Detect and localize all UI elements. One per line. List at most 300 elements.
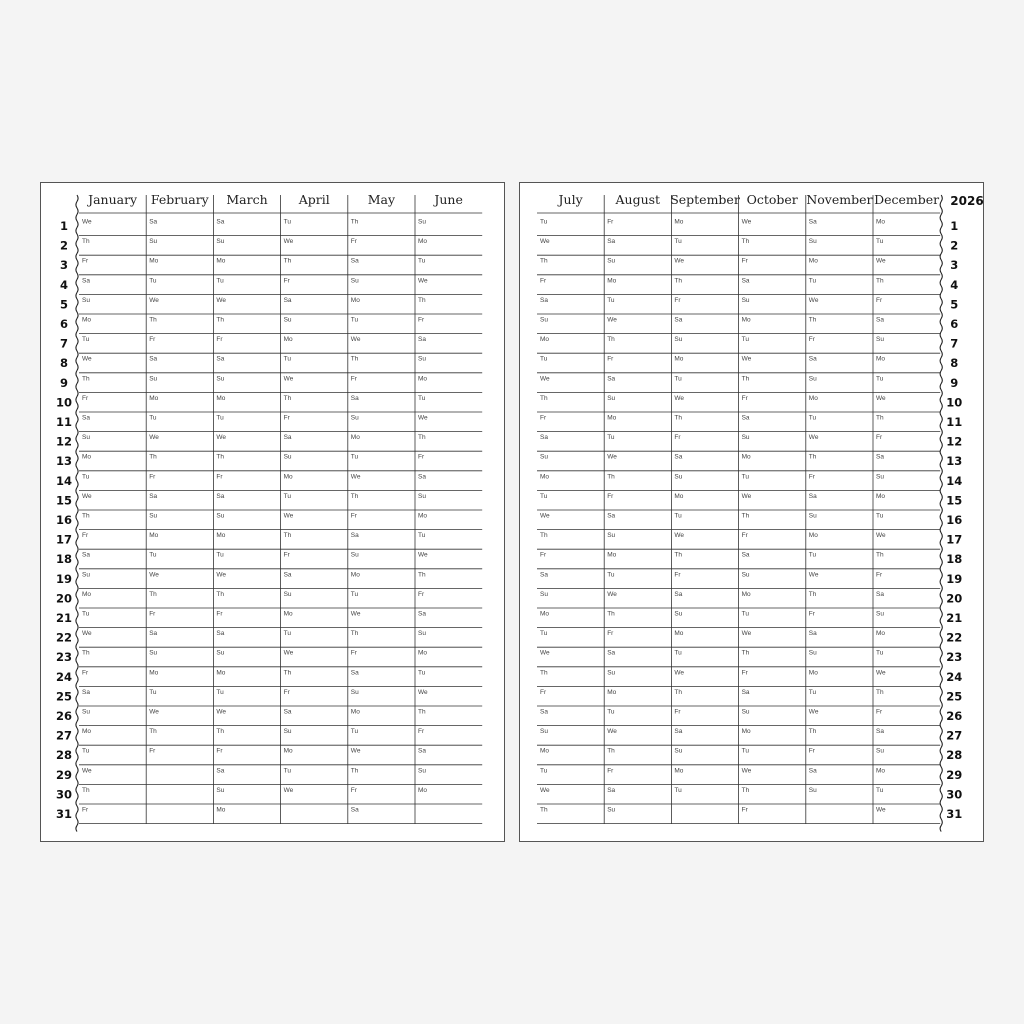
weekday-cell: Sa	[607, 649, 616, 657]
weekday-cell: Mo	[876, 630, 886, 638]
weekday-cell: Tu	[876, 375, 884, 383]
day-number-26: 26	[55, 709, 73, 723]
day-number-15: 15	[55, 493, 73, 508]
weekday-cell: Su	[82, 434, 90, 442]
weekday-cell: Su	[808, 238, 817, 246]
weekday-cell: Su	[808, 786, 817, 794]
weekday-cell: Sa	[149, 355, 158, 363]
weekday-cell: Sa	[216, 767, 225, 775]
weekday-cell: We	[741, 767, 752, 775]
day-number-23: 23	[946, 650, 963, 665]
weekday-cell: Mo	[283, 336, 293, 344]
weekday-cell: Tu	[876, 649, 884, 657]
weekday-cell: Th	[607, 336, 615, 344]
weekday-cell: Tu	[876, 786, 884, 794]
day-number-3: 3	[59, 258, 69, 273]
weekday-cell: We	[540, 786, 550, 794]
weekday-cell: Th	[216, 590, 224, 598]
weekday-cell: We	[216, 708, 227, 716]
day-number-6: 6	[59, 317, 69, 331]
weekday-cell: Mo	[418, 238, 428, 246]
weekday-cell: Th	[149, 453, 157, 461]
weekday-cell: Mo	[674, 218, 684, 226]
weekday-cell: Sa	[82, 551, 90, 559]
weekday-cell: Su	[674, 747, 683, 755]
weekday-cell: We	[418, 414, 428, 422]
weekday-cell: Mo	[741, 453, 751, 461]
weekday-cell: Tu	[674, 375, 682, 383]
weekday-cell: We	[149, 296, 159, 304]
day-number-17: 17	[946, 532, 963, 547]
weekday-cell: Th	[216, 728, 224, 736]
weekday-cell: Fr	[149, 336, 156, 344]
weekday-cell: Th	[418, 708, 426, 716]
weekday-cell: Su	[350, 688, 359, 696]
weekday-cell: We	[216, 434, 227, 442]
weekday-cell: Tu	[607, 571, 615, 579]
weekday-cell: We	[540, 238, 550, 246]
weekday-cell: We	[674, 394, 685, 402]
weekday-cell: We	[876, 669, 886, 677]
weekday-cell: Su	[741, 708, 750, 716]
day-number-22: 22	[55, 630, 73, 645]
weekday-cell: Tu	[216, 277, 224, 285]
weekday-cell: Sa	[808, 630, 817, 638]
day-number-31: 31	[55, 807, 73, 821]
weekday-cell: Tu	[674, 512, 682, 520]
weekday-cell: Th	[283, 257, 292, 265]
weekday-cell: Su	[149, 238, 158, 246]
weekday-cell: Sa	[540, 434, 548, 442]
weekday-cell: Tu	[418, 394, 426, 402]
weekday-cell: We	[876, 806, 886, 814]
weekday-cell: Th	[540, 394, 548, 402]
weekday-cell: Fr	[418, 453, 425, 461]
day-number-14: 14	[55, 473, 73, 488]
weekday-cell: Fr	[674, 296, 681, 304]
weekday-cell: Su	[216, 649, 225, 657]
weekday-cell: Fr	[418, 728, 425, 736]
wavy-spine-line	[940, 195, 942, 832]
weekday-cell: Th	[741, 512, 750, 520]
weekday-cell: Tu	[82, 336, 90, 344]
weekday-cell: Th	[216, 316, 224, 324]
weekday-cell: Tu	[607, 708, 615, 716]
weekday-cell: Sa	[149, 630, 158, 638]
weekday-cell: Fr	[216, 473, 223, 481]
day-number-23: 23	[55, 650, 73, 665]
weekday-cell: Su	[149, 649, 158, 657]
day-number-19: 19	[946, 571, 963, 586]
weekday-cell: Mo	[216, 806, 226, 814]
weekday-cell: We	[741, 218, 752, 226]
weekday-cell: Su	[149, 512, 158, 520]
weekday-cell: Sa	[418, 473, 426, 481]
weekday-cell: Su	[82, 296, 90, 304]
weekday-cell: We	[350, 610, 361, 618]
weekday-cell: Sa	[418, 747, 426, 755]
weekday-cell: We	[283, 786, 294, 794]
weekday-cell: Th	[82, 512, 90, 520]
day-number-11: 11	[946, 415, 963, 429]
weekday-cell: Mo	[350, 434, 360, 442]
weekday-cell: Th	[283, 532, 292, 540]
weekday-cell: Su	[741, 434, 750, 442]
day-number-18: 18	[55, 552, 73, 567]
year-label: 2026	[950, 194, 984, 208]
day-number-18: 18	[946, 552, 963, 567]
weekday-cell: Th	[540, 806, 548, 814]
weekday-cell: Tu	[283, 492, 291, 500]
weekday-cell: Mo	[540, 473, 550, 481]
weekday-cell: We	[216, 571, 227, 579]
weekday-cell: Sa	[82, 414, 90, 422]
weekday-cell: We	[418, 277, 428, 285]
weekday-cell: Sa	[674, 590, 683, 598]
weekday-cell: Su	[876, 336, 884, 344]
weekday-cell: Mo	[82, 590, 92, 598]
weekday-cell: Th	[82, 786, 90, 794]
day-number-20: 20	[55, 591, 73, 606]
weekday-cell: Sa	[216, 355, 225, 363]
weekday-cell: We	[607, 316, 617, 324]
weekday-cell: We	[418, 551, 428, 559]
weekday-cell: Tu	[540, 767, 548, 775]
weekday-cell: Mo	[741, 590, 751, 598]
month-header-july: July	[558, 192, 583, 207]
weekday-cell: We	[82, 767, 92, 775]
weekday-cell: Su	[607, 806, 616, 814]
day-number-9: 9	[950, 375, 959, 390]
month-header-november: November	[806, 192, 873, 207]
weekday-cell: Fr	[607, 218, 614, 226]
weekday-cell: Fr	[876, 296, 883, 304]
weekday-cell: We	[149, 434, 159, 442]
weekday-cell: Su	[876, 473, 884, 481]
weekday-cell: Tu	[82, 610, 90, 618]
weekday-cell: Fr	[808, 747, 815, 755]
weekday-cell: Sa	[216, 218, 225, 226]
day-number-19: 19	[55, 571, 73, 586]
weekday-cell: Fr	[741, 394, 748, 402]
weekday-cell: We	[540, 375, 550, 383]
weekday-cell: Sa	[82, 688, 90, 696]
weekday-cell: Su	[418, 492, 426, 500]
weekday-cell: Mo	[674, 492, 684, 500]
weekday-cell: Sa	[741, 414, 750, 422]
weekday-cell: We	[82, 630, 92, 638]
weekday-cell: Fr	[876, 708, 883, 716]
weekday-cell: Sa	[418, 336, 426, 344]
weekday-cell: Mo	[674, 630, 684, 638]
weekday-cell: Mo	[216, 394, 226, 402]
weekday-cell: Fr	[540, 688, 547, 696]
month-header-august: August	[615, 192, 661, 207]
weekday-cell: Fr	[741, 669, 748, 677]
weekday-cell: Th	[350, 218, 359, 226]
month-header-june: June	[434, 192, 463, 207]
weekday-cell: Su	[418, 630, 426, 638]
day-number-11: 11	[55, 415, 73, 429]
weekday-cell: Sa	[350, 669, 359, 677]
day-number-4: 4	[950, 277, 959, 292]
weekday-cell: Th	[741, 786, 750, 794]
weekday-cell: Th	[418, 434, 426, 442]
weekday-cell: Tu	[350, 590, 359, 598]
weekday-cell: We	[674, 257, 685, 265]
weekday-cell: Tu	[82, 747, 90, 755]
day-number-14: 14	[946, 473, 963, 488]
weekday-cell: Tu	[149, 414, 157, 422]
weekday-cell: Tu	[418, 532, 426, 540]
month-header-september: September	[670, 192, 740, 207]
weekday-cell: Sa	[82, 277, 90, 285]
weekday-cell: Mo	[216, 669, 226, 677]
weekday-cell: Th	[607, 747, 615, 755]
month-header-may: May	[367, 192, 396, 207]
weekday-cell: We	[283, 649, 294, 657]
weekday-cell: Su	[82, 571, 90, 579]
wavy-spine-line	[76, 195, 78, 832]
weekday-cell: Tu	[350, 453, 359, 461]
weekday-cell: Th	[418, 296, 426, 304]
weekday-cell: Fr	[607, 630, 614, 638]
weekday-cell: Th	[674, 551, 682, 559]
weekday-cell: Sa	[607, 512, 616, 520]
weekday-cell: Mo	[607, 277, 617, 285]
weekday-cell: Sa	[741, 688, 750, 696]
weekday-cell: Tu	[674, 786, 682, 794]
weekday-cell: Su	[741, 296, 750, 304]
weekday-cell: Tu	[540, 218, 548, 226]
day-number-21: 21	[946, 611, 963, 625]
weekday-cell: Tu	[540, 630, 548, 638]
weekday-cell: Su	[876, 747, 884, 755]
weekday-cell: We	[607, 590, 617, 598]
weekday-cell: We	[350, 473, 361, 481]
weekday-cell: Sa	[808, 767, 817, 775]
weekday-cell: Th	[674, 414, 682, 422]
weekday-cell: Th	[82, 238, 90, 246]
calendar-grid-jul-dec	[520, 183, 985, 843]
weekday-cell: Th	[876, 414, 884, 422]
weekday-cell: We	[808, 708, 819, 716]
weekday-cell: Mo	[216, 257, 226, 265]
month-header-december: December	[874, 192, 940, 207]
weekday-cell: We	[876, 257, 886, 265]
weekday-cell: Mo	[283, 610, 293, 618]
weekday-cell: Sa	[674, 453, 683, 461]
weekday-cell: Fr	[149, 747, 156, 755]
day-number-7: 7	[59, 336, 69, 351]
weekday-cell: Mo	[418, 375, 428, 383]
month-header-january: January	[88, 192, 138, 207]
weekday-cell: Mo	[283, 747, 293, 755]
weekday-cell: Tu	[741, 336, 749, 344]
weekday-cell: Tu	[540, 492, 548, 500]
weekday-cell: Th	[741, 375, 750, 383]
weekday-cell: Mo	[876, 492, 886, 500]
weekday-cell: Fr	[607, 492, 614, 500]
day-number-26: 26	[946, 709, 963, 723]
weekday-cell: We	[674, 532, 685, 540]
weekday-cell: Tu	[808, 277, 817, 285]
weekday-cell: Mo	[418, 512, 428, 520]
weekday-cell: We	[741, 492, 752, 500]
weekday-cell: Th	[674, 688, 682, 696]
weekday-cell: Th	[149, 728, 157, 736]
weekday-cell: Mo	[808, 394, 818, 402]
weekday-cell: Fr	[540, 414, 547, 422]
weekday-cell: We	[283, 512, 294, 520]
weekday-cell: Mo	[876, 767, 886, 775]
day-number-28: 28	[946, 748, 963, 763]
weekday-cell: Fr	[418, 316, 425, 324]
weekday-cell: Mo	[607, 414, 617, 422]
weekday-cell: We	[808, 571, 819, 579]
weekday-cell: Tu	[741, 747, 749, 755]
day-number-20: 20	[946, 591, 963, 606]
weekday-cell: Fr	[674, 708, 681, 716]
planner-page-left	[40, 182, 505, 842]
weekday-cell: Su	[607, 394, 616, 402]
weekday-cell: Sa	[350, 394, 359, 402]
weekday-cell: Tu	[607, 296, 615, 304]
weekday-cell: Su	[283, 453, 292, 461]
weekday-cell: Th	[741, 238, 750, 246]
weekday-cell: We	[808, 296, 819, 304]
day-number-10: 10	[946, 395, 963, 410]
day-number-12: 12	[946, 434, 963, 449]
day-number-25: 25	[55, 689, 73, 704]
weekday-cell: Mo	[418, 649, 428, 657]
weekday-cell: Mo	[876, 218, 886, 226]
weekday-cell: Th	[149, 590, 157, 598]
weekday-cell: Sa	[283, 571, 292, 579]
weekday-cell: Tu	[149, 277, 157, 285]
weekday-cell: Fr	[149, 473, 156, 481]
weekday-cell: Th	[82, 375, 90, 383]
weekday-cell: Th	[540, 532, 548, 540]
weekday-cell: Tu	[607, 434, 615, 442]
weekday-cell: Tu	[540, 355, 548, 363]
weekday-cell: Sa	[674, 728, 683, 736]
day-number-13: 13	[946, 454, 963, 469]
weekday-cell: We	[607, 453, 617, 461]
weekday-cell: We	[741, 630, 752, 638]
weekday-cell: Fr	[283, 688, 290, 696]
weekday-cell: Th	[418, 571, 426, 579]
weekday-cell: Th	[607, 610, 615, 618]
weekday-cell: Th	[540, 669, 548, 677]
weekday-cell: Th	[350, 767, 359, 775]
weekday-cell: Fr	[540, 277, 547, 285]
weekday-cell: Sa	[216, 630, 225, 638]
weekday-cell: We	[808, 434, 819, 442]
weekday-cell: Fr	[216, 336, 223, 344]
weekday-cell: Sa	[540, 571, 548, 579]
weekday-cell: Mo	[149, 669, 159, 677]
weekday-cell: We	[82, 492, 92, 500]
day-number-8: 8	[950, 356, 959, 371]
weekday-cell: Su	[607, 669, 616, 677]
day-number-16: 16	[55, 513, 73, 527]
month-header-march: March	[226, 192, 268, 207]
weekday-cell: Th	[283, 669, 292, 677]
day-number-28: 28	[55, 748, 73, 763]
weekday-cell: Sa	[540, 708, 548, 716]
weekday-cell: Fr	[350, 786, 357, 794]
weekday-cell: Fr	[82, 669, 89, 677]
weekday-cell: Sa	[876, 728, 884, 736]
day-number-15: 15	[946, 493, 963, 508]
weekday-cell: Mo	[350, 708, 360, 716]
weekday-cell: Mo	[808, 532, 818, 540]
weekday-cell: We	[283, 375, 294, 383]
weekday-cell: Su	[418, 767, 426, 775]
weekday-cell: Sa	[540, 296, 548, 304]
weekday-cell: Su	[216, 512, 225, 520]
weekday-cell: Th	[876, 688, 884, 696]
weekday-cell: Tu	[808, 414, 817, 422]
weekday-cell: Tu	[674, 649, 682, 657]
weekday-cell: Mo	[741, 728, 751, 736]
month-header-february: February	[150, 192, 209, 207]
weekday-cell: Sa	[350, 532, 359, 540]
weekday-cell: Su	[350, 414, 359, 422]
weekday-cell: Mo	[149, 394, 159, 402]
weekday-cell: Fr	[674, 571, 681, 579]
weekday-cell: Mo	[418, 786, 428, 794]
day-number-2: 2	[59, 238, 69, 253]
day-number-12: 12	[55, 434, 73, 449]
weekday-cell: Th	[540, 257, 548, 265]
day-number-22: 22	[946, 630, 963, 645]
weekday-cell: We	[674, 669, 685, 677]
day-number-16: 16	[946, 513, 963, 527]
weekday-cell: Tu	[82, 473, 90, 481]
weekday-cell: Fr	[82, 394, 89, 402]
weekday-cell: Th	[808, 590, 817, 598]
weekday-cell: We	[350, 747, 361, 755]
weekday-cell: Mo	[808, 257, 818, 265]
weekday-cell: Su	[350, 551, 359, 559]
weekday-cell: Th	[350, 492, 359, 500]
day-number-9: 9	[59, 375, 69, 390]
weekday-cell: Su	[674, 473, 683, 481]
weekday-cell: Th	[82, 649, 90, 657]
day-number-5: 5	[59, 297, 69, 312]
weekday-cell: Fr	[82, 257, 89, 265]
weekday-cell: We	[149, 571, 159, 579]
weekday-cell: We	[418, 688, 428, 696]
weekday-cell: Sa	[350, 257, 359, 265]
weekday-cell: Su	[350, 277, 359, 285]
weekday-cell: Su	[540, 453, 548, 461]
weekday-cell: Su	[674, 610, 683, 618]
weekday-cell: We	[741, 355, 752, 363]
day-number-29: 29	[946, 767, 963, 782]
weekday-cell: Sa	[876, 590, 884, 598]
weekday-cell: Fr	[216, 610, 223, 618]
weekday-cell: Tu	[876, 512, 884, 520]
weekday-cell: Fr	[283, 551, 290, 559]
weekday-cell: Fr	[418, 590, 425, 598]
weekday-cell: Mo	[216, 532, 226, 540]
weekday-cell: Sa	[283, 434, 292, 442]
weekday-cell: Su	[418, 218, 426, 226]
weekday-cell: Fr	[350, 512, 357, 520]
